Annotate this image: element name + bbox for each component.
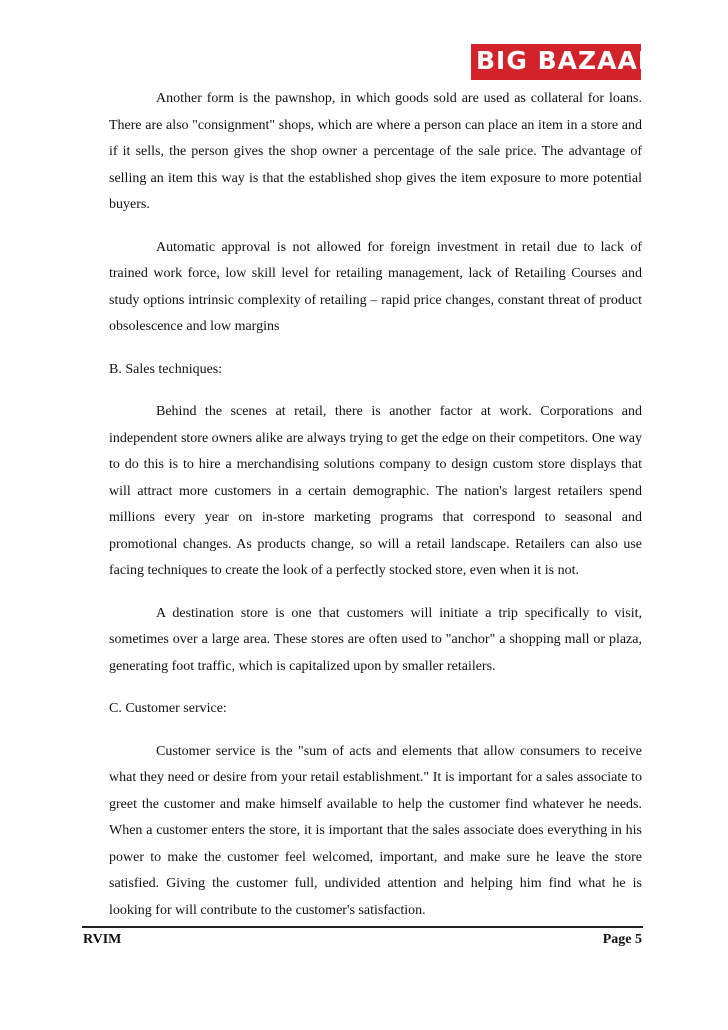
footer-institution: RVIM (83, 932, 122, 947)
section-heading-customer-service: C. Customer service: (109, 701, 227, 716)
paragraph-pawnshop: Another form is the pawnshop, in which goods sold are used as collateral for loans. There are also "consignment" shops, which are where a person can place an item in a store and if it sells, the person gives the shop owner a percentage of the sale price. The advantage of selling an item this way is that the established shop gives the item exposure to more potential buyers. (109, 91, 642, 212)
document-body (109, 86, 642, 940)
paragraph-automatic-approval: Automatic approval is not allowed for foreign investment in retail due to lack of trained work force, low skill level for retailing management, lack of Retailing Courses and study options intrinsic complexity of retailing – rapid price changes, constant threat of product obsolescence and low margins (109, 239, 642, 334)
page-number: Page 5 (602, 932, 642, 947)
paragraph-customer-service: Customer service is the "sum of acts and elements that allow consumers to receive what they need or desire from your retail establishment." It is important for a sales associate to greet the customer and make himself available to help the customer find whatever he needs. When a customer enters the store, it is important that the sales associate does everything in his power to make the customer feel welcomed, important, and make sure he leave the store satisfied. Giving the customer full, undivided attention and helping him find what he is looking for will contribute to the customer's satisfaction. (109, 743, 642, 918)
section-heading-sales-techniques: B. Sales techniques: (109, 361, 223, 377)
paragraph-behind-the-scenes: Behind the scenes at retail, there is another factor at work. Corporations and independent store owners alike are always trying to get the edge on their competitors. One way to do this is to hire a merchandising solutions company to design custom store displays that will attract more customers in a certain demographic. The nation's largest retailers spend millions every year on in-store marketing programs that correspond to seasonal and promotional changes. As products change, so will a retail landscape. Retailers can also use facing techniques to create the look of a perfectly stocked store, even when it is not. (109, 404, 642, 578)
brand-logo-text: BIG BAZAAR (476, 46, 659, 75)
footer-divider (82, 926, 643, 928)
paragraph-destination-store: A destination store is one that customers will initiate a trip specifically to visit, sometimes over a large area. These stores are often used to "anchor" a shopping mall or plaza, generating foot traffic, which is capitalized upon by smaller retailers. (109, 605, 642, 674)
